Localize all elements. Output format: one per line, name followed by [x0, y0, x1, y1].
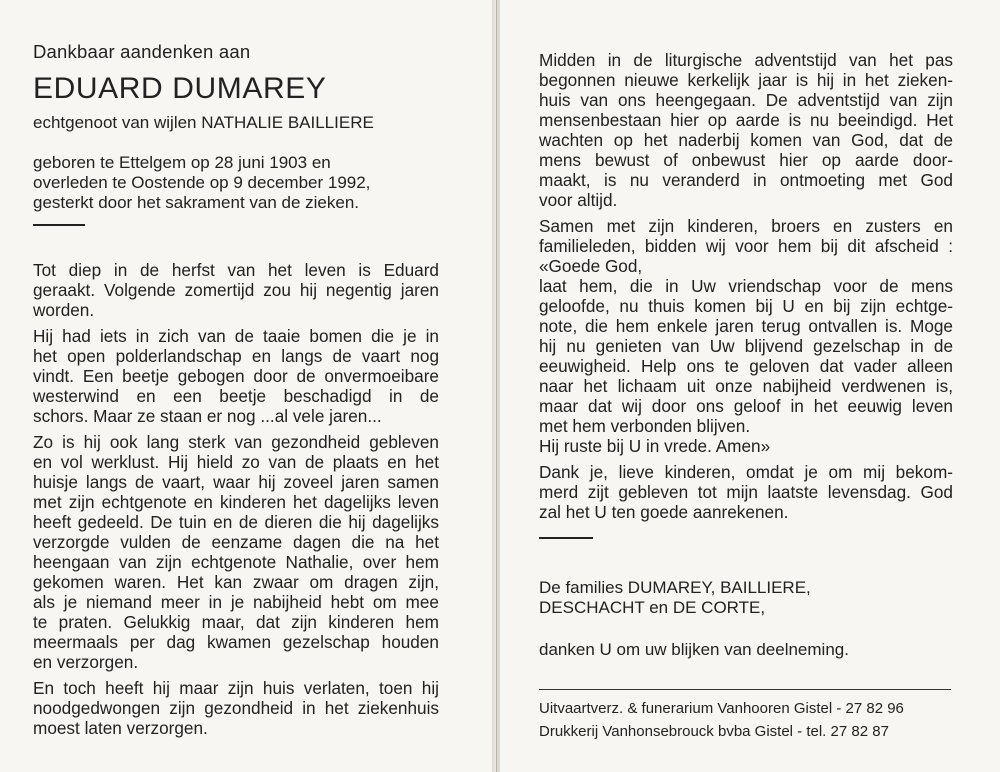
text-line: en verzorgen. [33, 652, 139, 672]
text-line: Hij ruste bij U in vrede. Amen» [539, 436, 771, 456]
paragraph-gezondheid [33, 432, 439, 672]
text-line: voor altijd. [539, 190, 618, 210]
text-line: moest laten verzorgen. [33, 718, 208, 738]
text-line: het open polderlandschap en langs de vaart nog [33, 346, 439, 366]
credits-divider [539, 689, 951, 690]
text-line: heeft gedeeld. De tuin en de dieren die hij dagelijks [33, 512, 439, 532]
paragraph-prayer [539, 216, 953, 456]
text-line: eeuwigheid. Help ons te geloven dat vader alleen [539, 356, 953, 376]
sacrament-line: gesterkt door het sakrament van de zieken. [33, 193, 360, 212]
paragraph-dank [539, 462, 953, 522]
text-line: familieleden, bidden wij voor hem bij dit afscheid : [539, 236, 953, 256]
families-line: De families DUMAREY, BAILLIERE, [539, 578, 811, 597]
text-line: vindt. Een beetje gebogen door de onvermoeibare [33, 366, 439, 386]
text-line: huis van ons heengegaan. De adventstijd van zijn [539, 90, 953, 110]
right-body-text [539, 50, 953, 528]
memorial-heading: Dankbaar aandenken aan [33, 41, 251, 62]
text-line: maar dat wij door ons geloof in het eeuwig leven [539, 396, 953, 416]
birth-death-info [33, 153, 370, 213]
birth-line: geboren te Ettelgem op 28 juni 1903 en [33, 153, 331, 172]
text-line: Samen met zijn kinderen, broers en zusters en [539, 216, 953, 236]
text-line: wachten op het naderbij komen van God, dat de [539, 130, 953, 150]
text-line: hij nu genieten van Uw blijvend gezelschap in de [539, 336, 953, 356]
funeral-home-credit: Uitvaartverz. & funerarium Vanhooren Gistel - 27 82 96 [539, 700, 904, 717]
text-line: als je niemand meer in je nabijheid hebt om mee [33, 592, 439, 612]
text-line: mensenbestaan hier op aarde is nu beeindigd. Het [539, 110, 953, 130]
text-line: verzorgde vulden de eenzame dagen die na het [33, 532, 439, 552]
text-line: geloofde, nu thuis komen bij U en bij zijn echtge- [539, 296, 953, 316]
text-line: «Goede God, [539, 256, 643, 276]
text-line: Midden in de liturgische adventstijd van het pas [539, 50, 953, 70]
paragraph-advent [539, 50, 953, 210]
left-body-text [33, 260, 439, 744]
text-line: Tot diep in de herfst van het leven is Eduard [33, 260, 439, 280]
text-line: heengaan van zijn echtgenote Nathalie, over hem [33, 552, 439, 572]
deceased-name: EDUARD DUMAREY [33, 72, 327, 105]
text-line: gekomen waren. Het kan zwaar om dragen zijn, [33, 572, 439, 592]
text-line: En toch heeft hij maar zijn huis verlaten, toen hij [33, 678, 439, 698]
text-line: naar het lichaam uit onze nabijheid verdwenen is, [539, 376, 953, 396]
printer-credit: Drukkerij Vanhonsebrouck bvba Gistel - tel. 27 82 87 [539, 723, 889, 740]
left-panel [0, 0, 494, 772]
text-line: note, die hem enkele jaren terug ontvallen is. Moge [539, 316, 953, 336]
families-line: DESCHACHT en DE CORTE, [539, 598, 766, 617]
right-panel [500, 0, 1000, 772]
text-line: schors. Maar ze staan er nog ...al vele jaren... [33, 406, 382, 426]
short-divider [33, 224, 85, 226]
families-block [539, 578, 811, 618]
death-line: overleden te Oostende op 9 december 1992, [33, 173, 371, 192]
paragraph-ziekenhuis [33, 678, 439, 738]
text-line: met zijn echtgenote en kinderen het dagelijks leven [33, 492, 439, 512]
text-line: westerwind en een beetje beschadigd in de [33, 386, 439, 406]
text-line: huisje langs de vaart, waar hij zoveel jaren samen [33, 472, 439, 492]
text-line: te praten. Gelukkig maar, dat zijn kinderen hem [33, 612, 439, 632]
text-line: laat hem, die in Uw vriendschap voor de mens [539, 276, 953, 296]
text-line: zal het U ten goede aanrekenen. [539, 502, 789, 522]
paragraph-bomen [33, 326, 439, 426]
text-line: begonnen nieuwe kerkelijk jaar is hij in het zieken- [539, 70, 953, 90]
spouse-line: echtgenoot van wijlen NATHALIE BAILLIERE [33, 113, 374, 132]
text-line: Zo is hij ook lang sterk van gezondheid gebleven [33, 432, 439, 452]
text-line: noodgedwongen zijn gezondheid in het ziekenhuis [33, 698, 439, 718]
text-line: en vol werklust. Hij hield zo van de plaats en het [33, 452, 439, 472]
text-line: worden. [33, 300, 95, 320]
text-line: merd zijt gebleven tot mijn laatste levensdag. God [539, 482, 953, 502]
text-line: Hij had iets in zich van de taaie bomen die je in [33, 326, 439, 346]
short-divider [539, 537, 593, 539]
paragraph-herfst [33, 260, 439, 320]
text-line: maakt, is nu veranderd in ontmoeting met God [539, 170, 953, 190]
thanks-line: danken U om uw blijken van deelneming. [539, 640, 849, 659]
fold-crease [496, 0, 497, 772]
text-line: geraakt. Volgende zomertijd zou hij negentig jaren [33, 280, 439, 300]
text-line: Dank je, lieve kinderen, omdat je om mij bekom- [539, 462, 953, 482]
text-line: met hem verbonden blijven. [539, 416, 751, 436]
text-line: mens bewust of onbewust hier op aarde door- [539, 150, 953, 170]
text-line: meermaals per dag kwamen gezelschap houden [33, 632, 439, 652]
